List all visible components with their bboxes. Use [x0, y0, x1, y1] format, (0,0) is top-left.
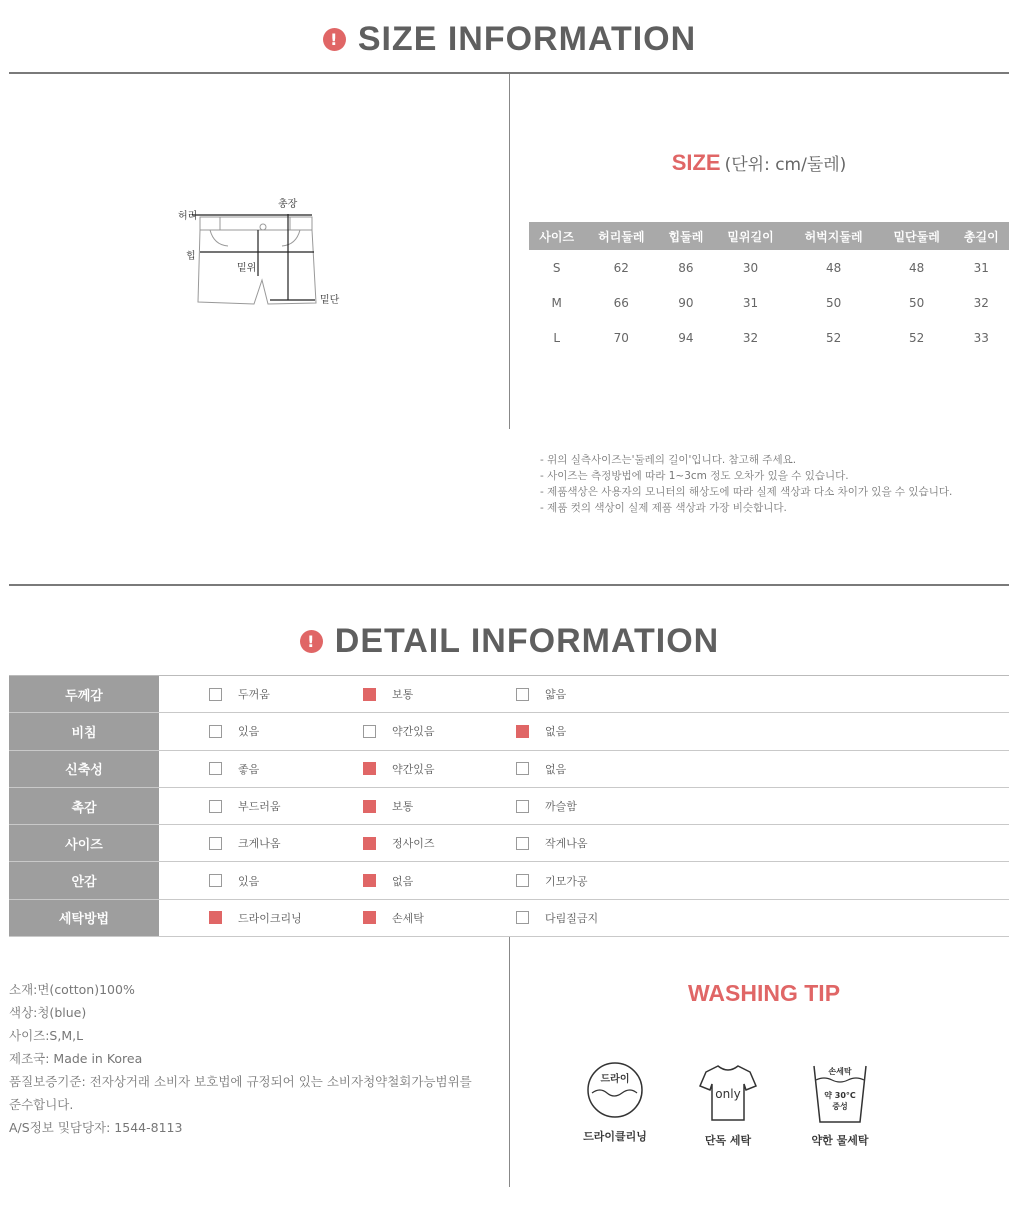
- table-cell: 31: [742, 295, 759, 310]
- detail-option-label: 기모가공: [545, 874, 588, 888]
- diagram-label-hem: 밑단: [320, 295, 340, 306]
- checked-box-icon: [209, 911, 222, 924]
- unchecked-box-icon: [209, 874, 222, 887]
- detail-option-label: 다림질금지: [545, 911, 599, 925]
- column-divider: [509, 74, 510, 429]
- unchecked-box-icon: [516, 874, 529, 887]
- unchecked-box-icon: [209, 762, 222, 775]
- washing-tip-title: WASHING TIP: [687, 980, 841, 1006]
- detail-option: [209, 788, 281, 824]
- detail-option: [363, 713, 435, 749]
- detail-option-label: 보통: [392, 800, 414, 814]
- detail-option-label: 없음: [392, 874, 414, 888]
- size-col-header: 허리둘레: [584, 222, 658, 250]
- detail-row: [9, 788, 1009, 825]
- size-table-header: [529, 222, 1009, 250]
- detail-option-label: 정사이즈: [392, 837, 435, 851]
- gentle-wash-icon: [806, 1064, 874, 1148]
- table-cell: 52: [909, 330, 925, 345]
- diagram-label-rise: 밑위: [237, 263, 257, 274]
- tshirt-only-icon: [692, 1062, 764, 1148]
- detail-option-label: 약간있음: [392, 725, 435, 739]
- size-table: [529, 222, 1009, 355]
- table-cell: 50: [825, 295, 842, 310]
- detail-option-label: 크게나옴: [238, 837, 281, 851]
- size-col-header: 밑위길이: [714, 222, 788, 250]
- table-cell: 31: [973, 260, 989, 275]
- detail-section-title: ! DETAIL INFORMATION: [0, 622, 1019, 661]
- gentle-wash-caption: 약한 물세탁: [811, 1134, 869, 1147]
- table-cell: M: [551, 295, 562, 310]
- product-info-line: A/S정보 및담당자: 1544-8113: [9, 1120, 183, 1135]
- detail-option-label: 있음: [238, 874, 260, 888]
- table-row: [529, 320, 1009, 355]
- divider: [9, 584, 1009, 586]
- detail-option-label: 까슬함: [545, 800, 577, 814]
- detail-option-label: 작게나옴: [545, 837, 588, 851]
- dry-clean-icon: [578, 1060, 652, 1144]
- unchecked-box-icon: [363, 725, 376, 738]
- detail-option: [209, 825, 281, 861]
- table-cell: S: [552, 260, 561, 275]
- product-info-line: 품질보증기준: 전자상거래 소비자 보호법에 규정되어 있는 소비자청약철회가능범위를: [9, 1074, 472, 1089]
- product-info-line: 사이즈:S,M,L: [9, 1028, 84, 1043]
- size-col-header: 밑단둘레: [880, 222, 954, 250]
- detail-row-label: 촉감: [9, 788, 159, 824]
- table-cell: 70: [613, 330, 629, 345]
- product-info-line: 소재:면(cotton)100%: [9, 982, 135, 997]
- tshirt-caption: 단독 세탁: [704, 1134, 752, 1147]
- detail-option-label: 있음: [238, 725, 260, 739]
- detail-option: [363, 788, 413, 824]
- diagram-label-length: 총장: [278, 199, 298, 210]
- size-col-header: 힙둘레: [658, 222, 713, 250]
- table-row: [529, 250, 1009, 285]
- detail-option: [516, 862, 588, 898]
- note-line: - 위의 실측사이즈는'둘레의 길이'입니다. 참고해 주세요.: [540, 454, 797, 466]
- detail-row: [9, 900, 1009, 937]
- unchecked-box-icon: [209, 800, 222, 813]
- detail-option: [363, 862, 413, 898]
- table-cell: 48: [909, 260, 925, 275]
- unchecked-box-icon: [209, 688, 222, 701]
- detail-row: [9, 713, 1009, 750]
- alert-icon: !: [323, 28, 346, 51]
- note-line: - 제품 컷의 색상이 실제 제품 색상과 가장 비슷합니다.: [540, 502, 787, 514]
- detail-row: [9, 751, 1009, 788]
- table-row: [529, 285, 1009, 320]
- table-cell: 33: [973, 330, 989, 345]
- table-cell: 52: [825, 330, 842, 345]
- gentle-wash-temp: 약 30°C: [824, 1091, 856, 1100]
- product-info-line: 제조국: Made in Korea: [9, 1051, 143, 1066]
- detail-row-label: 두께감: [9, 676, 159, 712]
- unchecked-box-icon: [209, 837, 222, 850]
- note-line: - 사이즈는 측정방법에 따라 1~3cm 정도 오차가 있을 수 있습니다.: [540, 470, 849, 482]
- tshirt-inner-label: only: [715, 1087, 741, 1101]
- detail-option-label: 없음: [545, 725, 567, 739]
- detail-option: [516, 825, 588, 861]
- table-cell: 94: [678, 330, 694, 345]
- size-notes: [540, 452, 952, 516]
- detail-option: [363, 825, 435, 861]
- detail-row-label: 신축성: [9, 751, 159, 787]
- detail-option: [209, 862, 259, 898]
- detail-option: [516, 788, 577, 824]
- unchecked-box-icon: [516, 911, 529, 924]
- table-cell: 32: [973, 295, 989, 310]
- unchecked-box-icon: [516, 800, 529, 813]
- dry-clean-inner-label: 드라이: [600, 1074, 630, 1085]
- detail-option-label: 두꺼움: [238, 688, 270, 702]
- size-col-header: 사이즈: [529, 222, 584, 250]
- detail-option: [516, 676, 566, 712]
- checked-box-icon: [363, 874, 376, 887]
- gentle-wash-neutral: 중성: [832, 1102, 848, 1111]
- detail-option-label: 없음: [545, 762, 567, 776]
- checked-box-icon: [363, 837, 376, 850]
- detail-row-label: 비침: [9, 713, 159, 749]
- checked-box-icon: [363, 800, 376, 813]
- detail-table: [9, 675, 1009, 937]
- detail-option-label: 좋음: [238, 762, 260, 776]
- detail-row: [9, 676, 1009, 713]
- detail-option-label: 얇음: [545, 688, 567, 702]
- detail-option: [209, 713, 259, 749]
- product-info-line: 준수합니다.: [9, 1097, 74, 1112]
- shorts-diagram: [170, 190, 350, 315]
- detail-option: [363, 900, 424, 936]
- table-cell: 86: [678, 260, 694, 275]
- table-cell: 62: [613, 260, 629, 275]
- table-cell: 50: [909, 295, 925, 310]
- detail-option-label: 약간있음: [392, 762, 435, 776]
- detail-row: [9, 825, 1009, 862]
- detail-option: [209, 676, 270, 712]
- checked-box-icon: [363, 688, 376, 701]
- unchecked-box-icon: [209, 725, 222, 738]
- size-col-header: 총길이: [954, 222, 1009, 250]
- table-cell: 32: [742, 330, 759, 345]
- detail-option: [209, 751, 259, 787]
- table-cell: L: [553, 330, 561, 345]
- dry-clean-caption: 드라이클리닝: [583, 1130, 647, 1143]
- detail-option: [363, 676, 413, 712]
- size-col-header: 허벅지둘레: [787, 222, 879, 250]
- table-cell: 30: [742, 260, 759, 275]
- detail-option: [516, 900, 598, 936]
- detail-option-label: 드라이크리닝: [238, 911, 302, 925]
- detail-option-label: 손세탁: [392, 911, 424, 925]
- detail-option-label: 보통: [392, 688, 414, 702]
- detail-option: [516, 713, 566, 749]
- unchecked-box-icon: [516, 688, 529, 701]
- checked-box-icon: [363, 911, 376, 924]
- detail-row-label: 사이즈: [9, 825, 159, 861]
- detail-option: [516, 751, 566, 787]
- detail-option: [209, 900, 302, 936]
- detail-row-label: 세탁방법: [9, 900, 159, 936]
- column-divider: [509, 937, 510, 1187]
- detail-option: [363, 751, 435, 787]
- detail-row: [9, 862, 1009, 899]
- table-cell: 66: [613, 295, 629, 310]
- table-cell: 90: [678, 295, 694, 310]
- table-cell: 48: [825, 260, 842, 275]
- detail-option-label: 부드러움: [238, 800, 281, 814]
- unchecked-box-icon: [516, 837, 529, 850]
- alert-icon: !: [300, 630, 323, 653]
- diagram-label-waist: 허리: [178, 211, 198, 222]
- size-section-title: ! SIZE INFORMATION: [0, 20, 1019, 59]
- diagram-label-hip: 힙: [186, 251, 196, 262]
- detail-row-label: 안감: [9, 862, 159, 898]
- gentle-wash-top: 손세탁: [828, 1067, 852, 1076]
- checked-box-icon: [363, 762, 376, 775]
- size-heading: SIZE (단위: cm/둘레): [671, 150, 847, 175]
- checked-box-icon: [516, 725, 529, 738]
- product-info-line: 색상:청(blue): [9, 1005, 87, 1020]
- note-line: - 제품색상은 사용자의 모니터의 해상도에 따라 실제 색상과 다소 차이가 있을 수 있습니다.: [540, 486, 953, 498]
- product-info: [9, 978, 472, 1139]
- unchecked-box-icon: [516, 762, 529, 775]
